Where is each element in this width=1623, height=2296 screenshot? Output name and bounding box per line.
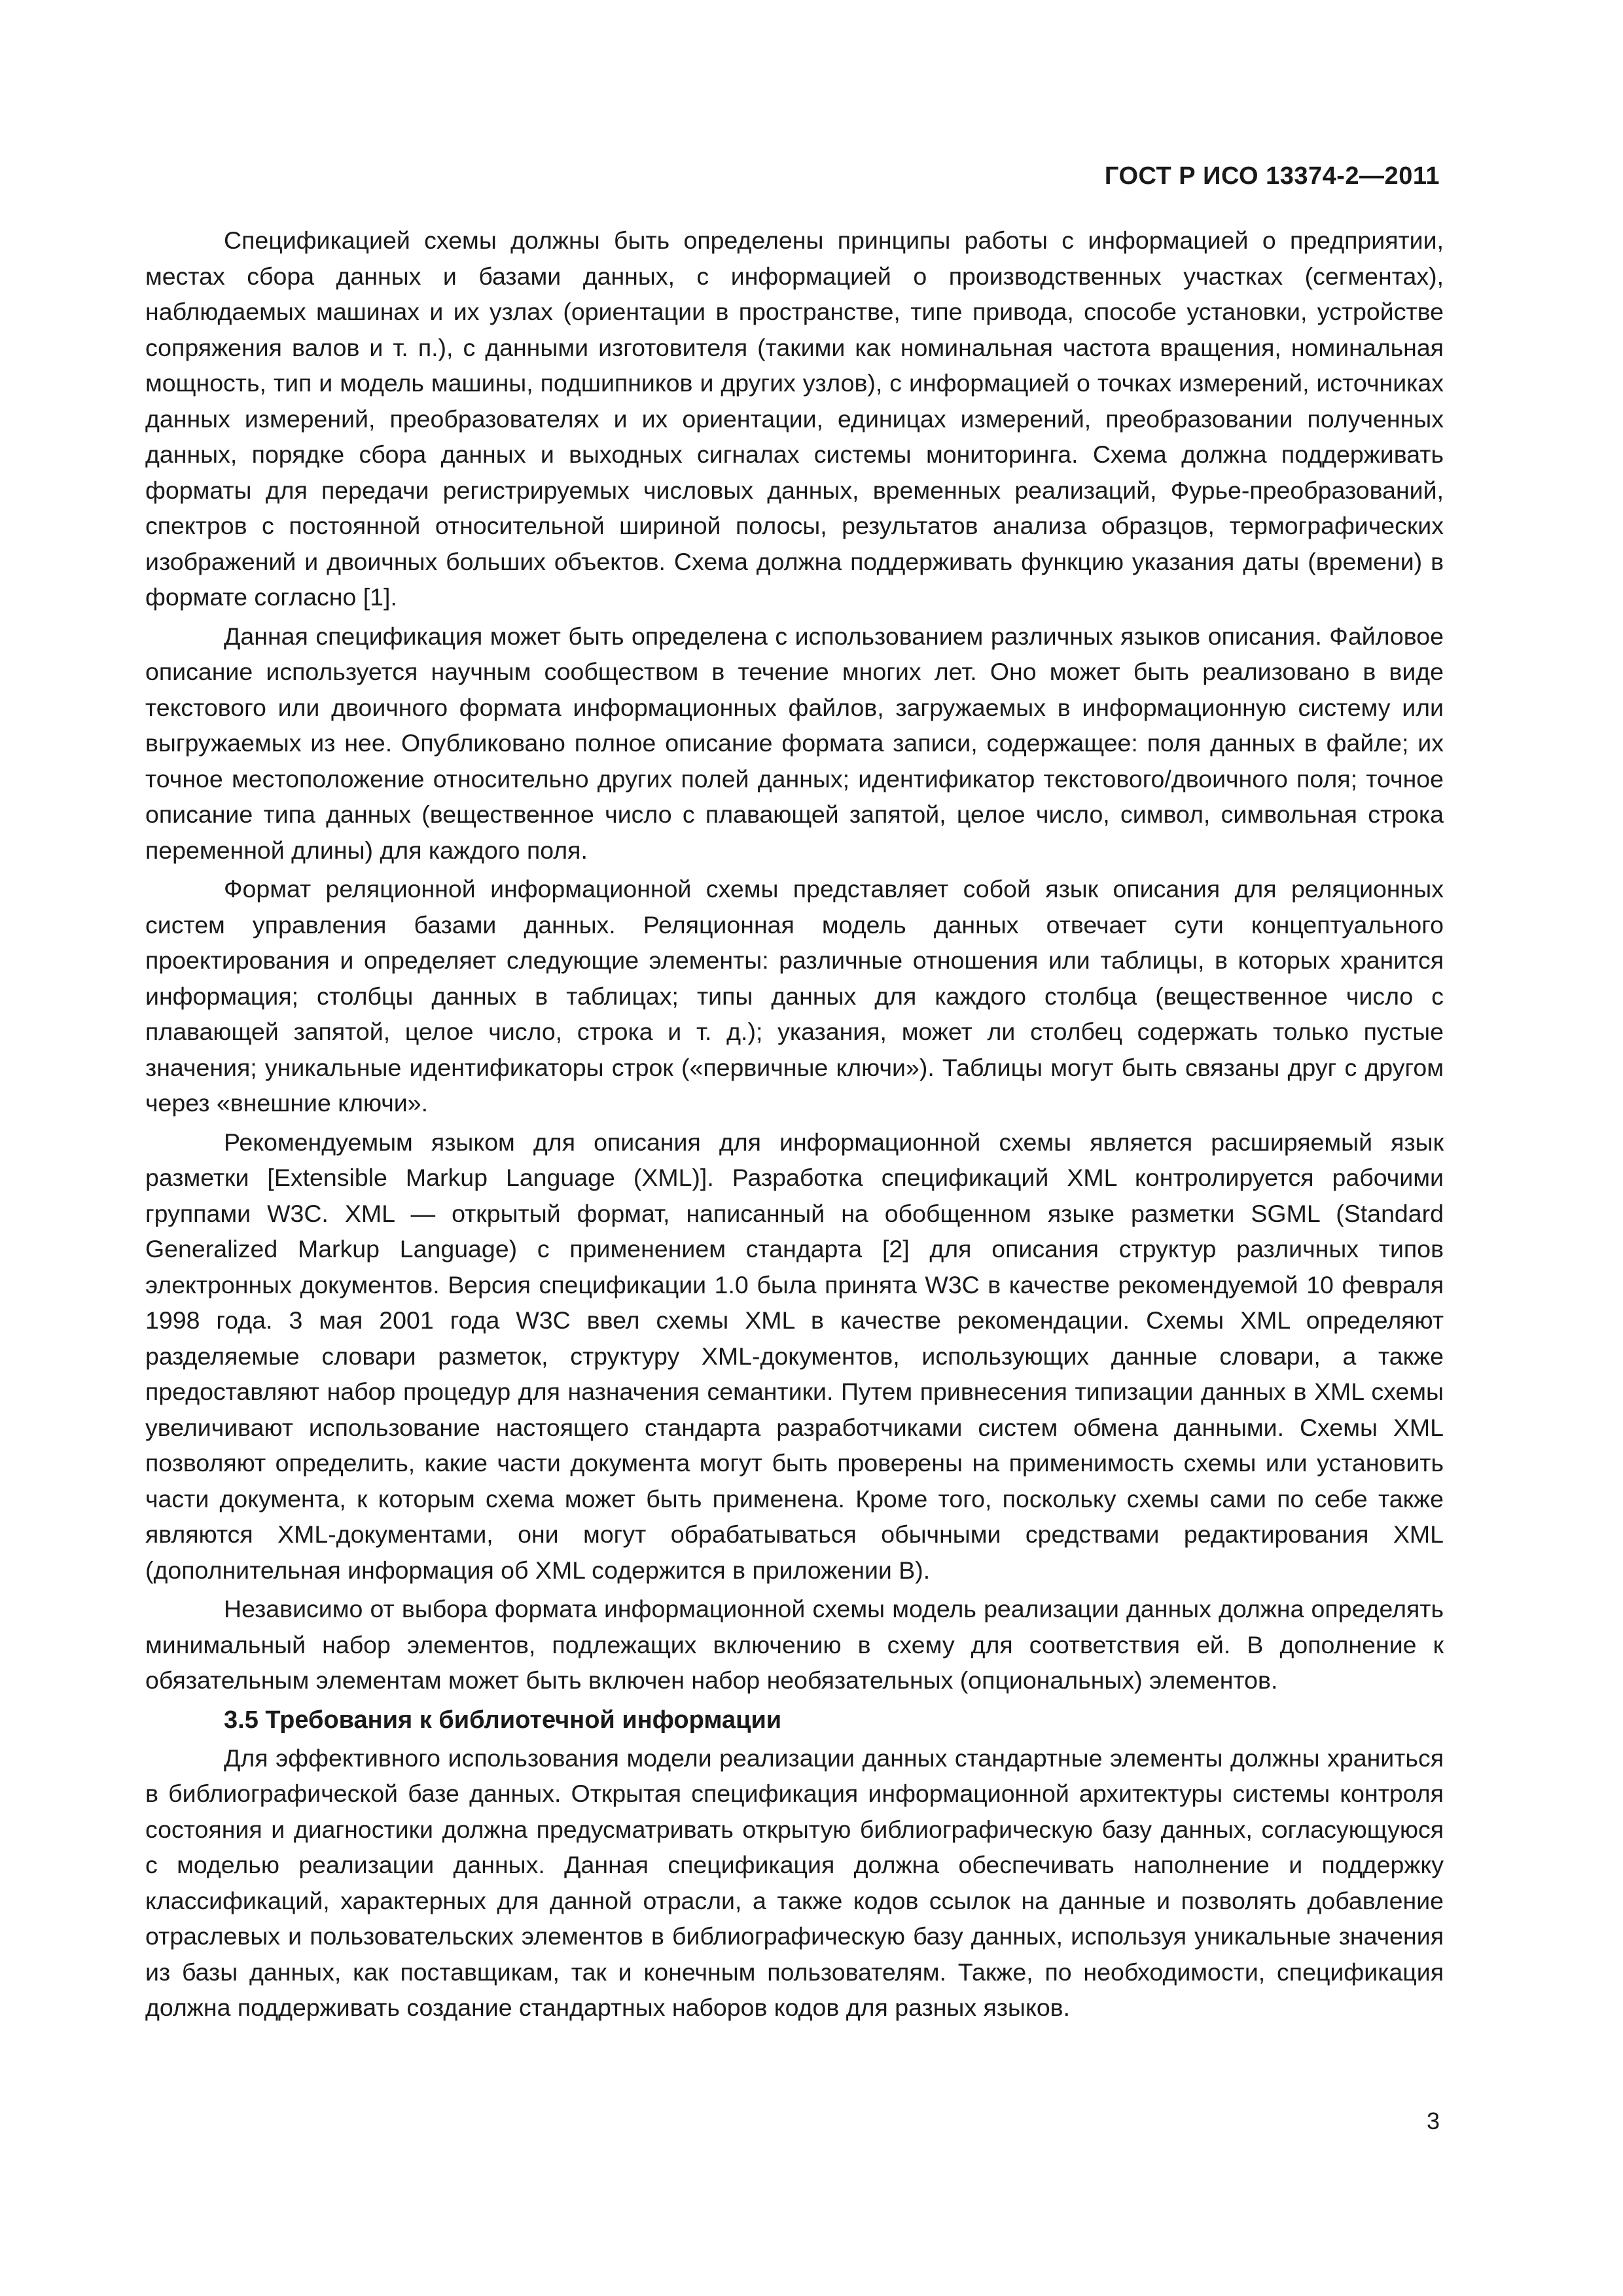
paragraph-relational-schema: Формат реляционной информационной схемы представляет собой язык описания для реляционных систем управления базами данных. Реляционная модель данных отвечает сути концептуального проектирования и определяет следующие элементы: различные отношения или таблицы, в которых хранится информация; столбцы данных в таблицах; типы данных для каждого столбца (вещественное число с плавающей запятой, целое число, строка и т. д.); указания, может ли столбец содержать только пустые значения; уникальные идентификаторы строк («первичные ключи»). Таблицы могут быть связаны друг с другом через «внешние ключи». <box>145 875 1444 1117</box>
paragraph-xml: Рекомендуемым языком для описания для информационной схемы является расширяемый язык разметки [Extensible Markup Language (XML)]. Разработка спецификаций XML контролируется рабочими группами W3C. XML — открытый формат, написанный на обобщенном языке разметки SGML (Standard Generalized Markup Language) с применением стандарта [2] для описания структур различных типов электронных документов. Версия спецификации 1.0 была принята W3C в качестве рекомендуемой 10 февраля 1998 года. 3 мая 2001 года W3C ввел схемы XML в качестве рекомендации. Схемы XML определяют разделяемые словари разметок, структуру XML-документов, использующих данные словари, а также предоставляют набор процедур для назначения семантики. Путем привнесения типизации данных в XML схемы увеличивают использование настоящего стандарта разработчиками систем обмена данными. Схемы XML позволяют определить, какие части документа могут быть проверены на применимость схемы или установить части документа, к которым схема может быть применена. Кроме того, поскольку схемы сами по себе также являются XML-документами, они могут обрабатываться обычными средствами редактирования XML (дополнительная информация об XML содержится в приложении В). <box>145 1128 1444 1584</box>
section-title: 3.5 Требования к библиотечной информации <box>224 1706 782 1734</box>
paragraph-library-info: Для эффективного использования модели реализации данных стандартные элементы должны храниться в библиографической базе данных. Открытая спецификация информационной архитектуры системы контроля состояния и диагностики должна предусматривать открытую библиографическую базу данных, согласующуюся с моделью реализации данных. Данная спецификация должна обеспечивать наполнение и поддержку классификаций, характерных для данной отрасли, а также кодов ссылок на данные и позволять добавление отраслевых и пользовательских элементов в библиографическую базу данных, используя уникальные значения из базы данных, как поставщикам, так и конечным пользователям. Также, по необходимости, спецификация должна поддерживать создание стандартных наборов кодов для разных языков. <box>145 1744 1444 2021</box>
paragraph-schema-spec: Спецификацией схемы должны быть определены принципы работы с информацией о предприятии, местах сбора данных и базами данных, с информацией о производственных участках (сегментах), наблюдаемых машинах и их узлах (ориентации в пространстве, типе привода, способе установки, устройстве сопряжения валов и т. п.), с данными изготовителя (такими как номинальная частота вращения, номинальная мощность, тип и модель машины, подшипников и других узлов), с информацией о точках измерений, источниках данных измерений, преобразователях и их ориентации, единицах измерений, преобразовании полученных данных, порядке сбора данных и выходных сигналах системы мониторинга. Схема должна поддерживать форматы для передачи регистрируемых числовых данных, временных реализаций, Фурье-преобразований, спектров с постоянной относительной шириной полосы, результатов анализа образцов, термографических изображений и двоичных больших объектов. Схема должна поддерживать функцию указания даты (времени) в формате согласно [1]. <box>145 226 1444 611</box>
paragraph-minimal-elements: Независимо от выбора формата информационной схемы модель реализации данных должна определять минимальный набор элементов, подлежащих включению в схему для соответствия ей. В дополнение к обязательным элементам может быть включен набор необязательных (опциональных) элементов. <box>145 1595 1444 1694</box>
page-number: 3 <box>1426 2108 1440 2134</box>
document-code-header: ГОСТ Р ИСО 13374-2—2011 <box>1104 162 1440 190</box>
page-content <box>145 223 1444 2029</box>
paragraph-description-languages: Данная спецификация может быть определена с использованием различных языков описания. Файловое описание используется научным сообществом в течение многих лет. Оно может быть реализовано в виде текстового или двоичного формата информационных файлов, загружаемых в информационную систему или выгружаемых из нее. Опубликовано полное описание формата записи, содержащее: поля данных в файле; их точное местоположение относительно других полей данных; идентификатор текстового/двоичного поля; точное описание типа данных (вещественное число с плавающей запятой, целое число, символ, символьная строка переменной длины) для каждого поля. <box>145 622 1444 864</box>
